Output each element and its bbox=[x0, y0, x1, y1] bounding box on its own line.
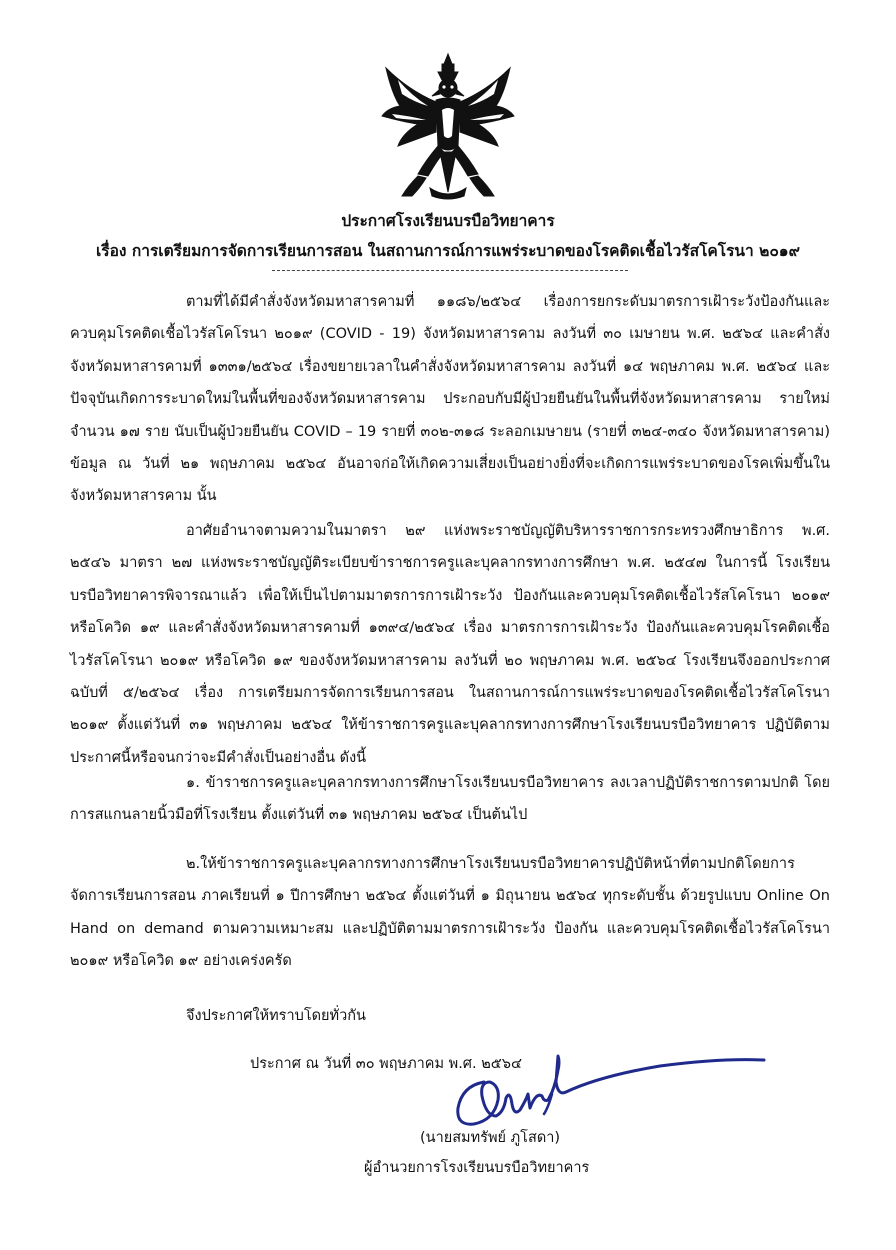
header bbox=[40, 206, 856, 266]
paragraph-1: ตามที่ได้มีคำสั่งจังหวัดมหาสารคามที่ ๑๑๘๖/๒๕๖๔ เรื่องการยกระดับมาตรการเฝ้าระวังป้องกันและควบคุมโรคติดเชื้อไวรัสโคโรนา ๒๐๑๙ (COVID - 19) จังหวัดมหาสารคาม ลงวันที่ ๓๐ เมษายน พ.ศ. ๒๕๖๔ และคำสั่งจังหวัดมหาสารคามที่ ๑๓๓๑/๒๕๖๔ เรื่องขยายเวลาในคำสั่งจังหวัดมหาสารคาม ลงวันที่ ๑๔ พฤษภาคม พ.ศ. ๒๕๖๔ และปัจจุบันเกิดการระบาดใหม่ในพื้นที่ของจังหวัดมหาสารคาม ประกอบกับมีผู้ป่วยยืนยันในพื้นที่จังหวัดมหาสารคาม รายใหม่ จำนวน ๑๗ ราย นับเป็นผู้ป่วยยืนยัน COVID – 19 รายที่ ๓๐๒-๓๑๘ ระลอกเมษายน (รายที่ ๓๒๔-๓๔๐ จังหวัดมหาสารคาม) ข้อมูล ณ วันที่ ๒๑ พฤษภาคม ๒๕๖๔ อันอาจก่อให้เกิดความเสี่ยงเป็นอย่างยิ่งที่จะเกิดการแพร่ระบาดของโรคเพิ่มขึ้นในจังหวัดมหาสารคาม นั้น bbox=[70, 294, 830, 505]
paragraph-4: ๒.ให้ข้าราชการครูและบุคลากรทางการศึกษาโรงเรียนบรบือวิทยาคารปฏิบัติหน้าที่ตามปกติโดยการจัดการเรียนการสอน ภาคเรียนที่ ๑ ปีการศึกษา ๒๕๖๔ ตั้งแต่วันที่ ๑ มิถุนายน ๒๕๖๔ ทุกระดับชั้น ด้วยรูปแบบ Online On Hand on demand ตามความเหมาะสม และปฏิบัติตามมาตรการเฝ้าระวัง ป้องกัน และควบคุมโรคติดเชื้อไวรัสโคโรนา ๒๐๑๙ หรือโควิด ๑๙ อย่างเคร่งครัด bbox=[70, 856, 830, 970]
paragraph-2: อาศัยอำนาจตามความในมาตรา ๒๙ แห่งพระราชบัญญัติบริหารราชการกระทรวงศึกษาธิการ พ.ศ. ๒๕๔๖ มาตรา ๒๗ แห่งพระราชบัญญัติระเบียบข้าราชการครูและบุคลากรทางการศึกษา พ.ศ. ๒๕๔๗ ในการนี้ โรงเรียนบรบือวิทยาคารพิจารณาแล้ว เพื่อให้เป็นไปตามมาตรการการเฝ้าระวัง ป้องกันและควบคุมโรคติดเชื้อไวรัสโคโรนา ๒๐๑๙ หรือโควิด ๑๙ และคำสั่งจังหวัดมหาสารคามที่ ๑๓๙๔/๒๕๖๔ เรื่อง มาตรการการเฝ้าระวัง ป้องกันและควบคุมโรคติดเชื้อไวรัสโคโรนา ๒๐๑๙ หรือโควิด ๑๙ ของจังหวัดมหาสารคาม ลงวันที่ ๒๐ พฤษภาคม พ.ศ. ๒๕๖๔ โรงเรียนจึงออกประกาศ ฉบับที่ ๕/๒๕๖๔ เรื่อง การเตรียมการจัดการเรียนการสอน ในสถานการณ์การแพร่ระบาดของโรคติดเชื้อไวรัสโคโรนา ๒๐๑๙ ตั้งแต่วันที่ ๓๑ พฤษภาคม ๒๕๖๔ ให้ข้าราชการครูและบุคลากรทางการศึกษาโรงเรียนบรบือวิทยาคาร ปฏิบัติตามประกาศนี้หรือจนกว่าจะมีคำสั่งเป็นอย่างอื่น ดังนี้ bbox=[70, 523, 830, 766]
signer-name: (นายสมทรัพย์ ภูโสดา) bbox=[420, 1130, 561, 1146]
document-subject: เรื่อง การเตรียมการจัดการเรียนการสอน ในสถานการณ์การแพร่ระบาดของโรคติดเชื้อไวรัสโคโรนา ๒๐๑๙ bbox=[95, 242, 800, 260]
garuda-emblem-icon bbox=[378, 50, 518, 202]
dashed-divider bbox=[272, 270, 628, 271]
document-title: ประกาศโรงเรียนบรบือวิทยาคาร bbox=[341, 212, 555, 230]
announcement-date: ประกาศ ณ วันที่ ๓๐ พฤษภาคม พ.ศ. ๒๕๖๔ bbox=[250, 1056, 522, 1072]
paragraph-3: ๑. ข้าราชการครูและบุคลากรทางการศึกษาโรงเรียนบรบือวิทยาคาร ลงเวลาปฏิบัติราชการตามปกติ โดยการสแกนลายนิ้วมือที่โรงเรียน ตั้งแต่วันที่ ๓๑ พฤษภาคม ๒๕๖๔ เป็นต้นไป bbox=[70, 775, 830, 824]
closing-line: จึงประกาศให้ทราบโดยทั่วกัน bbox=[186, 1008, 366, 1024]
signer-position: ผู้อำนวยการโรงเรียนบรบือวิทยาคาร bbox=[364, 1160, 590, 1176]
